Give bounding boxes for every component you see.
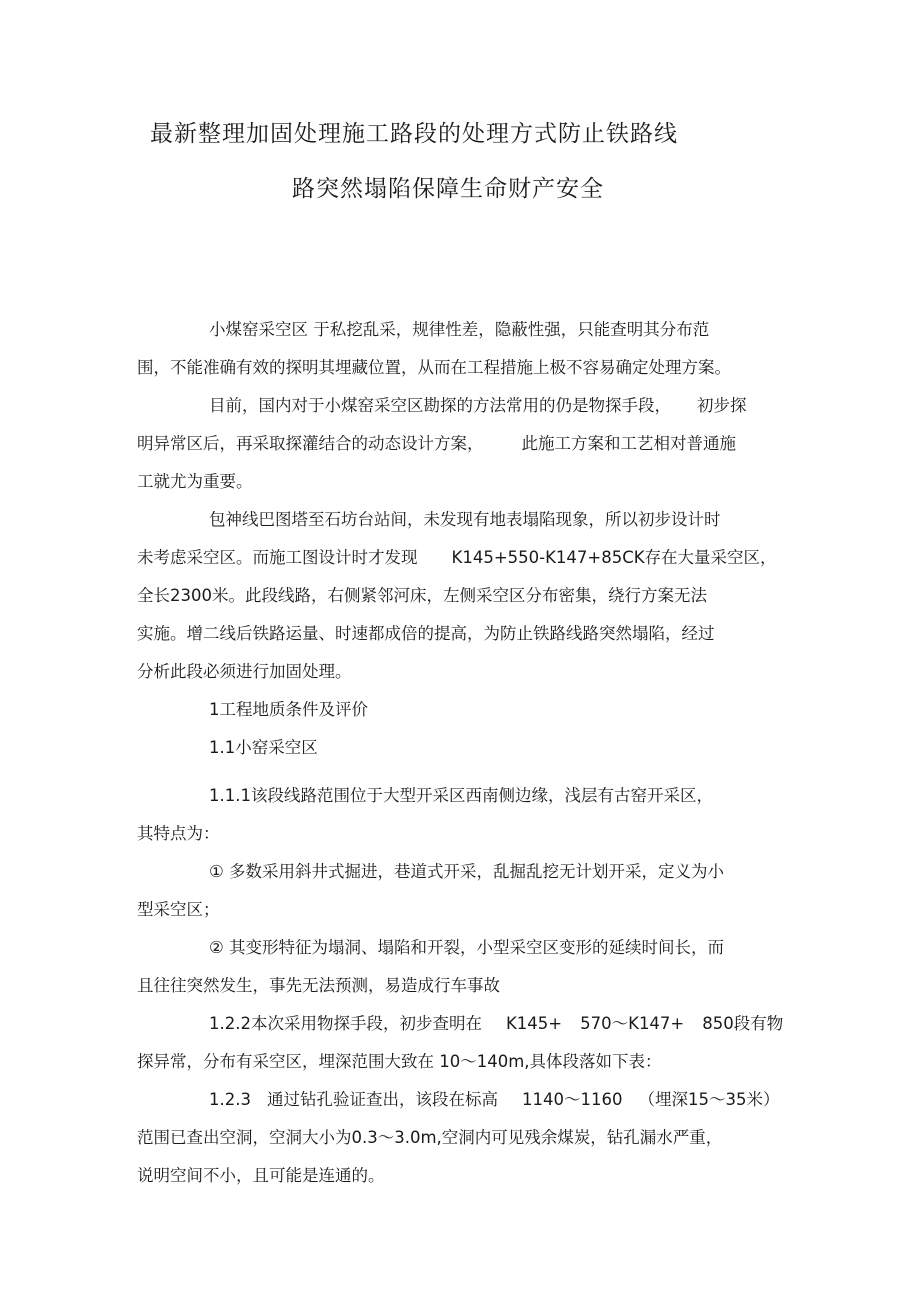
paragraph-2-line-1-b: 初步探 [697, 396, 747, 415]
page-title-line-2: 路突然塌陷保障生命财产安全 [292, 176, 604, 202]
paragraph-8-line-1-b: 通过钻孔验证查出，该段在标高 [266, 1090, 498, 1109]
list-item-1-line-1: ① 多数采用斜井式掘进，巷道式开采，乱掘乱挖无计划开采，定义为小 [209, 862, 725, 881]
paragraph-3-line-5: 分析此段必须进行加固处理。 [137, 662, 352, 681]
paragraph-7-line-1-b: K145+ [505, 1014, 563, 1033]
paragraph-2-line-3: 工就尤为重要。 [137, 472, 253, 491]
paragraph-7-line-1-a: 1.2.2本次采用物探手段，初步查明在 [209, 1014, 482, 1033]
paragraph-3-line-4: 实施。增二线后铁路运量、时速都成倍的提高，为防止铁路线路突然塌陷，经过 [137, 624, 715, 643]
paragraph-8-line-1 [209, 1090, 779, 1110]
paragraph-1-line-2: 围，不能准确有效的探明其埋藏位置，从而在工程措施上极不容易确定处理方案。 [137, 358, 731, 377]
paragraph-7-line-1 [209, 1014, 783, 1034]
paragraph-3-line-3: 全长2300米。此段线路，右侧紧邻河床，左侧采空区分布密集，绕行方案无法 [137, 586, 707, 605]
paragraph-8-line-2: 范围已查出空洞，空洞大小为0.3～3.0m,空洞内可见残余煤炭，钻孔漏水严重， [137, 1128, 723, 1147]
page-title-line-1: 最新整理加固处理施工路段的处理方式防止铁路线 [150, 121, 678, 147]
list-item-2-line-2: 且往往突然发生，事先无法预测，易造成行车事故 [137, 976, 500, 995]
paragraph-4-line-1: 1.1.1该段线路范围位于大型开采区西南侧边缘，浅层有古窑开采区， [209, 786, 713, 805]
paragraph-7-line-1-d: 850段有物 [702, 1014, 784, 1033]
paragraph-2-line-2 [137, 434, 736, 454]
paragraph-3-line-2-a: 未考虑采空区。而施工图设计时才发现 [137, 548, 418, 567]
paragraph-7-line-1-c: 570～K147+ [580, 1014, 685, 1033]
paragraph-8-line-3: 说明空间不小，且可能是连通的。 [137, 1166, 385, 1185]
list-item-2-line-1: ② 其变形特征为塌洞、塌陷和开裂，小型采空区变形的延续时间长，而 [209, 938, 725, 957]
paragraph-2-line-1-a: 目前，国内对于小煤窑采空区勘探的方法常用的仍是物探手段， [209, 396, 671, 415]
section-heading-1-1: 1.1小窑采空区 [209, 738, 318, 757]
paragraph-8-line-1-d: （埋深15～35米） [638, 1090, 780, 1109]
paragraph-4-line-2: 其特点为： [137, 824, 220, 843]
paragraph-3-line-2 [137, 548, 777, 568]
paragraph-1-line-1: 小煤窑采空区 于私挖乱采，规律性差，隐蔽性强，只能查明其分布范 [209, 320, 710, 339]
paragraph-8-line-1-c: 1140～1160 [521, 1090, 623, 1109]
paragraph-7-line-2: 探异常，分布有采空区，埋深范围大致在 10～140m,具体段落如下表： [137, 1052, 662, 1071]
paragraph-2-line-2-a: 明异常区后，再采取探灌结合的动态设计方案， [137, 434, 484, 453]
paragraph-2-line-2-b: 此施工方案和工艺相对普通施 [521, 434, 736, 453]
paragraph-2-line-1 [209, 396, 747, 416]
section-heading-1: 1工程地质条件及评价 [209, 700, 368, 719]
paragraph-3-line-1: 包神线巴图塔至石坊台站间，未发现有地表塌陷现象，所以初步设计时 [209, 510, 721, 529]
list-item-1-line-2: 型采空区； [137, 900, 220, 919]
paragraph-8-line-1-a: 1.2.3 [209, 1090, 251, 1109]
paragraph-3-line-2-b: K145+550-K147+85CK存在大量采空区， [451, 548, 777, 567]
